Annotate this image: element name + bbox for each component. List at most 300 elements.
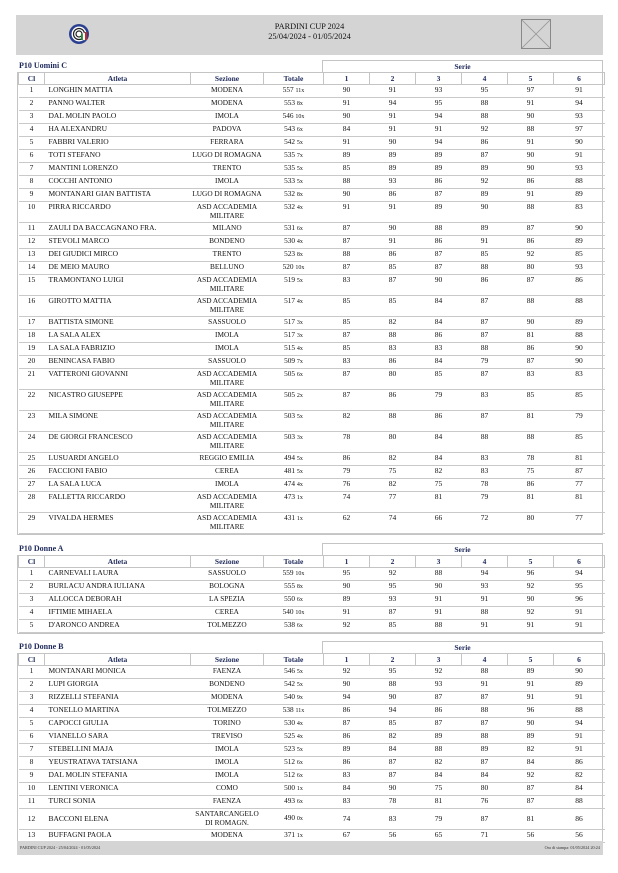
total-score: 515 xyxy=(284,343,296,352)
series-score-2: 90 xyxy=(370,223,416,236)
series-score-5: 84 xyxy=(508,757,554,770)
athlete-name: CARNEVALI LAURA xyxy=(45,568,191,581)
club-name-line: IMOLA xyxy=(215,479,239,488)
series-score-1: 90 xyxy=(324,111,370,124)
series-score-5: 88 xyxy=(508,432,554,453)
series-score-2: 82 xyxy=(370,731,416,744)
series-score-1: 87 xyxy=(324,369,370,390)
athlete-name: DAL MOLIN PAOLO xyxy=(45,111,191,124)
club-name-line: ASD ACCADEMIA xyxy=(196,513,258,522)
section-club-cell xyxy=(191,718,264,731)
total-score: 559 xyxy=(282,568,294,577)
athlete-name: RIZZELLI STEFANIA xyxy=(45,692,191,705)
series-score-6: 91 xyxy=(554,731,605,744)
total-cell xyxy=(264,137,324,150)
total-score: 371 xyxy=(284,830,296,839)
club-name-line: IMOLA xyxy=(215,744,239,753)
series-score-1: 83 xyxy=(324,796,370,809)
series-score-6: 86 xyxy=(554,757,605,770)
report-footer xyxy=(17,841,603,855)
section-club-cell xyxy=(191,607,264,620)
total-cell xyxy=(264,296,324,317)
serie-group-header: Serie xyxy=(322,543,603,555)
total-score: 542 xyxy=(284,679,296,688)
total-cell xyxy=(264,513,324,534)
total-score: 540 xyxy=(284,692,296,701)
series-score-1: 88 xyxy=(324,176,370,189)
total-score: 509 xyxy=(284,356,296,365)
series-score-3: 81 xyxy=(416,492,462,513)
series-score-2: 77 xyxy=(370,492,416,513)
section-club-cell xyxy=(191,369,264,390)
series-score-4: 87 xyxy=(462,330,508,343)
series-score-4: 87 xyxy=(462,718,508,731)
total-score: 505 xyxy=(284,369,296,378)
col-header-atleta: Atleta xyxy=(45,556,191,568)
series-score-5: 75 xyxy=(508,466,554,479)
rank-cell: 19 xyxy=(19,343,45,356)
club-name-line: COMO xyxy=(216,783,238,792)
series-score-2: 94 xyxy=(370,98,416,111)
rank-cell: 23 xyxy=(19,411,45,432)
series-score-5: 91 xyxy=(508,620,554,633)
inner-tens-count: 5x xyxy=(296,747,303,753)
series-score-6: 97 xyxy=(554,124,605,137)
inner-tens-count: 4x xyxy=(296,299,303,305)
club-name-line: FERRARA xyxy=(210,137,244,146)
series-score-6: 84 xyxy=(554,783,605,796)
series-score-5: 90 xyxy=(508,317,554,330)
series-score-3: 75 xyxy=(416,479,462,492)
rank-cell: 12 xyxy=(19,236,45,249)
club-name-line: IMOLA xyxy=(215,770,239,779)
club-name-line: BONDENO xyxy=(209,236,245,245)
section-club-cell xyxy=(191,666,264,679)
series-score-5: 88 xyxy=(508,124,554,137)
series-score-1: 83 xyxy=(324,770,370,783)
inner-tens-count: 6x xyxy=(296,773,303,779)
total-score: 532 xyxy=(284,189,296,198)
inner-tens-count: 1x xyxy=(296,495,303,501)
section-club-cell xyxy=(191,466,264,479)
serie-group-header: Serie xyxy=(322,641,603,653)
series-score-4: 86 xyxy=(462,275,508,296)
col-header-serie-5: 5 xyxy=(508,654,554,666)
club-name-line: ASD ACCADEMIA xyxy=(196,492,258,501)
series-score-6: 91 xyxy=(554,150,605,163)
total-cell xyxy=(264,98,324,111)
series-score-3: 89 xyxy=(416,731,462,744)
table-row xyxy=(19,783,605,796)
series-score-2: 85 xyxy=(370,620,416,633)
total-cell xyxy=(264,275,324,296)
series-score-6: 94 xyxy=(554,718,605,731)
series-score-4: 87 xyxy=(462,411,508,432)
total-cell xyxy=(264,236,324,249)
series-score-3: 86 xyxy=(416,176,462,189)
section-club-cell xyxy=(191,189,264,202)
inner-tens-count: 2x xyxy=(296,393,303,399)
series-score-3: 84 xyxy=(416,770,462,783)
club-name-line: MILITARE xyxy=(209,377,245,387)
series-score-5: 91 xyxy=(508,679,554,692)
athlete-name: BURLACU ANDRA IULIANA xyxy=(45,581,191,594)
club-name-line: IMOLA xyxy=(215,111,239,120)
total-cell xyxy=(264,568,324,581)
inner-tens-count: 0x xyxy=(296,816,303,823)
series-score-5: 81 xyxy=(508,411,554,432)
athlete-name: VIVALDA HERMES xyxy=(45,513,191,534)
inner-tens-count: 4x xyxy=(296,346,303,352)
rank-cell: 12 xyxy=(19,809,45,830)
total-score: 553 xyxy=(284,98,296,107)
series-score-4: 95 xyxy=(462,85,508,98)
series-score-3: 89 xyxy=(416,163,462,176)
rank-cell: 22 xyxy=(19,390,45,411)
club-name-line: BOLOGNA xyxy=(209,581,245,590)
club-name-line: DI ROMAGN. xyxy=(205,817,249,827)
series-score-2: 95 xyxy=(370,666,416,679)
total-score: 503 xyxy=(284,411,296,420)
series-score-1: 87 xyxy=(324,262,370,275)
series-score-4: 87 xyxy=(462,809,508,830)
results-section-donne-b xyxy=(17,641,603,844)
series-score-4: 78 xyxy=(462,479,508,492)
total-score: 520 xyxy=(282,262,294,271)
club-name-line: BELLUNO xyxy=(209,262,245,271)
series-score-3: 85 xyxy=(416,369,462,390)
table-row xyxy=(19,492,605,513)
club-name-line: CEREA xyxy=(215,466,239,475)
section-title-row xyxy=(17,543,603,555)
athlete-name: TONELLO MARTINA xyxy=(45,705,191,718)
col-header-cl: Cl xyxy=(19,556,45,568)
series-score-2: 93 xyxy=(370,594,416,607)
rank-cell: 3 xyxy=(19,594,45,607)
col-header-serie-1: 1 xyxy=(324,73,370,85)
series-score-2: 88 xyxy=(370,679,416,692)
series-score-2: 91 xyxy=(370,202,416,223)
inner-tens-count: 4x xyxy=(296,239,303,245)
series-score-1: 92 xyxy=(324,620,370,633)
series-score-3: 87 xyxy=(416,718,462,731)
series-score-5: 80 xyxy=(508,513,554,534)
series-score-4: 88 xyxy=(462,666,508,679)
series-score-4: 76 xyxy=(462,796,508,809)
series-score-1: 87 xyxy=(324,223,370,236)
series-score-6: 91 xyxy=(554,620,605,633)
inner-tens-count: 3x xyxy=(296,320,303,326)
col-header-serie-2: 2 xyxy=(370,654,416,666)
series-score-1: 86 xyxy=(324,757,370,770)
series-score-6: 94 xyxy=(554,98,605,111)
rank-cell: 5 xyxy=(19,718,45,731)
series-score-2: 94 xyxy=(370,705,416,718)
table-row xyxy=(19,330,605,343)
series-score-1: 91 xyxy=(324,137,370,150)
series-score-1: 84 xyxy=(324,783,370,796)
series-score-3: 90 xyxy=(416,581,462,594)
section-club-cell xyxy=(191,98,264,111)
series-score-4: 88 xyxy=(462,343,508,356)
series-score-4: 83 xyxy=(462,453,508,466)
series-score-6: 81 xyxy=(554,453,605,466)
total-cell xyxy=(264,150,324,163)
club-name-line: MILITARE xyxy=(209,283,245,293)
table-row xyxy=(19,98,605,111)
series-score-3: 84 xyxy=(416,432,462,453)
series-score-5: 87 xyxy=(508,796,554,809)
series-score-2: 88 xyxy=(370,330,416,343)
section-club-cell xyxy=(191,581,264,594)
section-club-cell xyxy=(191,453,264,466)
col-header-atleta: Atleta xyxy=(45,73,191,85)
total-cell xyxy=(264,317,324,330)
section-club-cell xyxy=(191,513,264,534)
series-score-1: 87 xyxy=(324,330,370,343)
col-header-cl: Cl xyxy=(19,73,45,85)
series-score-6: 88 xyxy=(554,176,605,189)
inner-tens-count: 11x xyxy=(295,88,305,94)
series-score-5: 80 xyxy=(508,262,554,275)
total-cell xyxy=(264,679,324,692)
rank-cell: 5 xyxy=(19,137,45,150)
athlete-name: LENTINI VERONICA xyxy=(45,783,191,796)
rank-cell: 13 xyxy=(19,249,45,262)
series-score-2: 90 xyxy=(370,783,416,796)
series-score-5: 83 xyxy=(508,369,554,390)
series-score-2: 84 xyxy=(370,744,416,757)
athlete-name: HA ALEXANDRU xyxy=(45,124,191,137)
series-score-2: 91 xyxy=(370,85,416,98)
series-score-5: 78 xyxy=(508,453,554,466)
series-score-4: 91 xyxy=(462,620,508,633)
series-score-2: 86 xyxy=(370,390,416,411)
series-score-3: 87 xyxy=(416,692,462,705)
total-score: 500 xyxy=(284,783,296,792)
series-score-1: 86 xyxy=(324,453,370,466)
series-score-5: 90 xyxy=(508,150,554,163)
series-score-3: 86 xyxy=(416,411,462,432)
total-score: 494 xyxy=(284,453,296,462)
inner-tens-count: 11x xyxy=(295,708,305,714)
series-score-3: 79 xyxy=(416,390,462,411)
series-score-1: 85 xyxy=(324,343,370,356)
athlete-name: TURCI SONIA xyxy=(45,796,191,809)
series-score-6: 89 xyxy=(554,679,605,692)
rank-cell: 2 xyxy=(19,98,45,111)
club-name-line: SASSUOLO xyxy=(208,356,246,365)
series-score-5: 81 xyxy=(508,330,554,343)
series-score-5: 86 xyxy=(508,479,554,492)
total-score: 525 xyxy=(284,731,296,740)
series-score-5: 92 xyxy=(508,607,554,620)
total-cell xyxy=(264,492,324,513)
table-row xyxy=(19,356,605,369)
series-score-6: 79 xyxy=(554,411,605,432)
rank-cell: 16 xyxy=(19,296,45,317)
athlete-name: CAPOCCI GIULIA xyxy=(45,718,191,731)
rank-cell: 26 xyxy=(19,466,45,479)
athlete-name: BATTISTA SIMONE xyxy=(45,317,191,330)
col-header-serie-5: 5 xyxy=(508,73,554,85)
section-club-cell xyxy=(191,432,264,453)
series-score-3: 75 xyxy=(416,783,462,796)
rank-cell: 7 xyxy=(19,744,45,757)
section-club-cell xyxy=(191,479,264,492)
series-score-4: 88 xyxy=(462,262,508,275)
total-score: 531 xyxy=(284,223,296,232)
results-table-wrap xyxy=(17,72,603,535)
table-row xyxy=(19,607,605,620)
series-score-3: 86 xyxy=(416,705,462,718)
series-score-2: 90 xyxy=(370,692,416,705)
series-score-1: 90 xyxy=(324,85,370,98)
total-score: 474 xyxy=(284,479,296,488)
club-name-line: SANTARCANGELO xyxy=(195,809,259,818)
series-score-1: 83 xyxy=(324,356,370,369)
rank-cell: 7 xyxy=(19,163,45,176)
rank-cell: 4 xyxy=(19,607,45,620)
athlete-name: LUSUARDI ANGELO xyxy=(45,453,191,466)
series-score-4: 87 xyxy=(462,317,508,330)
series-score-1: 74 xyxy=(324,492,370,513)
series-score-5: 90 xyxy=(508,718,554,731)
section-club-cell xyxy=(191,492,264,513)
table-row xyxy=(19,189,605,202)
series-score-2: 74 xyxy=(370,513,416,534)
col-header-serie-3: 3 xyxy=(416,556,462,568)
series-score-4: 89 xyxy=(462,223,508,236)
series-score-6: 82 xyxy=(554,770,605,783)
series-score-5: 56 xyxy=(508,830,554,843)
inner-tens-count: 5x xyxy=(296,669,303,675)
series-score-4: 83 xyxy=(462,390,508,411)
footer-event-info: PARDINI CUP 2024 - 25/04/2024 - 01/05/2024 xyxy=(20,845,101,850)
series-score-3: 91 xyxy=(416,594,462,607)
total-cell xyxy=(264,111,324,124)
rank-cell: 8 xyxy=(19,176,45,189)
total-cell xyxy=(264,783,324,796)
section-club-cell xyxy=(191,679,264,692)
rank-cell: 18 xyxy=(19,330,45,343)
table-row xyxy=(19,124,605,137)
athlete-name: MANTINI LORENZO xyxy=(45,163,191,176)
series-score-3: 66 xyxy=(416,513,462,534)
series-score-1: 85 xyxy=(324,163,370,176)
table-row xyxy=(19,411,605,432)
table-row xyxy=(19,666,605,679)
section-club-cell xyxy=(191,356,264,369)
inner-tens-count: 5x xyxy=(296,278,303,284)
series-score-1: 95 xyxy=(324,568,370,581)
total-score: 557 xyxy=(282,85,294,94)
inner-tens-count: 10x xyxy=(295,571,305,577)
section-club-cell xyxy=(191,150,264,163)
inner-tens-count: 5x xyxy=(296,682,303,688)
series-score-5: 96 xyxy=(508,568,554,581)
club-name-line: ASD ACCADEMIA xyxy=(196,275,258,284)
club-name-line: MILITARE xyxy=(209,440,245,450)
table-row xyxy=(19,692,605,705)
series-score-2: 87 xyxy=(370,770,416,783)
total-score: 493 xyxy=(284,796,296,805)
table-row xyxy=(19,466,605,479)
series-score-2: 75 xyxy=(370,466,416,479)
section-club-cell xyxy=(191,692,264,705)
inner-tens-count: 10x xyxy=(295,114,305,120)
section-club-cell xyxy=(191,731,264,744)
inner-tens-count: 5x xyxy=(296,166,303,172)
series-score-1: 83 xyxy=(324,275,370,296)
section-club-cell xyxy=(191,390,264,411)
total-cell xyxy=(264,770,324,783)
series-score-4: 91 xyxy=(462,679,508,692)
series-score-3: 93 xyxy=(416,85,462,98)
col-header-serie-6: 6 xyxy=(554,73,605,85)
series-score-6: 90 xyxy=(554,666,605,679)
series-score-5: 82 xyxy=(508,744,554,757)
rank-cell: 1 xyxy=(19,666,45,679)
athlete-name: FACCIONI FABIO xyxy=(45,466,191,479)
athlete-name: LA SALA FABRIZIO xyxy=(45,343,191,356)
series-score-1: 92 xyxy=(324,666,370,679)
series-score-5: 90 xyxy=(508,111,554,124)
report-title: PARDINI CUP 2024 xyxy=(274,22,345,31)
col-header-cl: Cl xyxy=(19,654,45,666)
col-header-totale: Totale xyxy=(264,654,324,666)
inner-tens-count: 6x xyxy=(296,623,303,629)
athlete-name: DAL MOLIN STEFANIA xyxy=(45,770,191,783)
section-club-cell xyxy=(191,85,264,98)
section-title-row xyxy=(17,60,603,72)
total-score: 523 xyxy=(284,744,296,753)
series-score-4: 89 xyxy=(462,744,508,757)
col-header-sezione: Sezione xyxy=(191,654,264,666)
series-score-1: 90 xyxy=(324,679,370,692)
club-name-line: MILANO xyxy=(212,223,242,232)
total-cell xyxy=(264,705,324,718)
club-name-line: MILITARE xyxy=(209,304,245,314)
club-name-line: MODENA xyxy=(210,85,244,94)
series-score-5: 97 xyxy=(508,85,554,98)
series-score-1: 91 xyxy=(324,202,370,223)
series-score-2: 83 xyxy=(370,809,416,830)
series-score-5: 90 xyxy=(508,594,554,607)
series-score-6: 85 xyxy=(554,432,605,453)
table-row xyxy=(19,731,605,744)
club-name-line: SASSUOLO xyxy=(208,568,246,577)
total-cell xyxy=(264,262,324,275)
club-name-line: TRENTO xyxy=(212,249,242,258)
series-score-3: 91 xyxy=(416,607,462,620)
series-score-2: 86 xyxy=(370,189,416,202)
series-score-6: 93 xyxy=(554,262,605,275)
series-score-6: 89 xyxy=(554,189,605,202)
club-name-line: REGGIO EMILIA xyxy=(199,453,255,462)
total-cell xyxy=(264,731,324,744)
series-score-3: 84 xyxy=(416,453,462,466)
missing-image-icon xyxy=(521,19,551,49)
series-score-6: 85 xyxy=(554,390,605,411)
inner-tens-count: 7x xyxy=(296,359,303,365)
total-cell xyxy=(264,369,324,390)
total-score: 533 xyxy=(284,176,296,185)
inner-tens-count: 10x xyxy=(295,265,305,271)
section-club-cell xyxy=(191,411,264,432)
athlete-name: NICASTRO GIUSEPPE xyxy=(45,390,191,411)
table-row xyxy=(19,620,605,633)
